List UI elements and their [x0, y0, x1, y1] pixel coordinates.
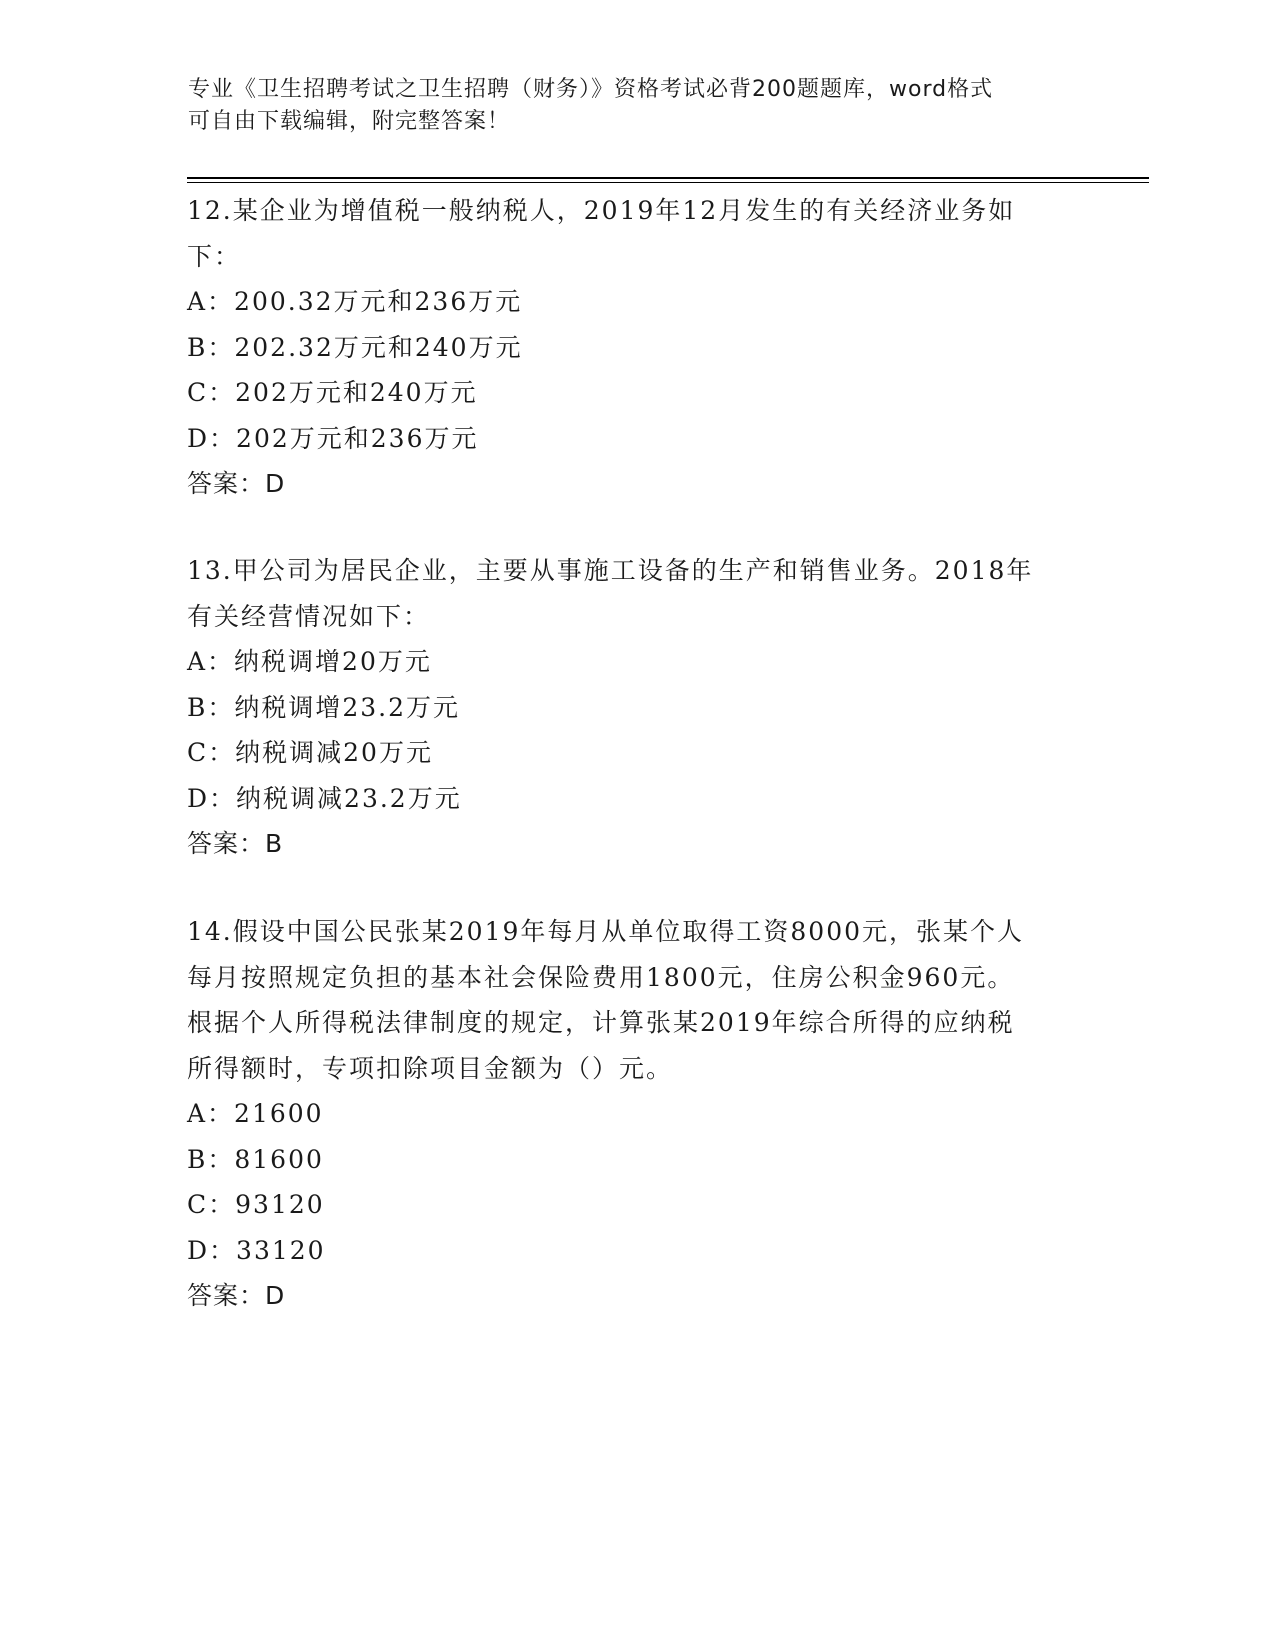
question-stem-line: 12.某企业为增值税一般纳税人，2019年12月发生的有关经济业务如: [187, 196, 1016, 225]
option-b: B：81600: [187, 1144, 324, 1174]
option-a: A：纳税调增20万元: [187, 647, 432, 676]
answer: 答案：B: [187, 829, 284, 858]
answer: 答案：D: [187, 1281, 286, 1310]
option-d: D：33120: [187, 1235, 326, 1265]
question-stem-line: 有关经营情况如下：: [187, 601, 431, 631]
option-d: D：202万元和236万元: [187, 423, 479, 453]
header-rule-thick: [187, 177, 1149, 179]
question-stem-line: 每月按照规定负担的基本社会保险费用1800元，住房公积金960元。: [187, 962, 1015, 992]
option-b: B：202.32万元和240万元: [187, 332, 523, 362]
question-stem-line: 13.甲公司为居民企业，主要从事施工设备的生产和销售业务。2018年: [187, 556, 1034, 585]
option-a: A：200.32万元和236万元: [187, 287, 523, 316]
option-a: A：21600: [187, 1099, 324, 1128]
question-stem-line: 14.假设中国公民张某2019年每月从单位取得工资8000元，张某个人: [187, 917, 1025, 946]
header-line-2: 可自由下载编辑，附完整答案！: [188, 109, 511, 134]
question-stem-line: 下：: [187, 241, 242, 271]
question-stem-line: 所得额时，专项扣除项目金额为（）元。: [187, 1053, 674, 1083]
option-d: D：纳税调减23.2万元: [187, 783, 462, 813]
option-b: B：纳税调增23.2万元: [187, 692, 461, 722]
option-c: C：202万元和240万元: [187, 378, 478, 407]
document-header: [188, 74, 1088, 138]
question-13: [187, 548, 1087, 867]
header-line-1: 专业《卫生招聘考试之卫生招聘（财务）》资格考试必背200题题库，word格式: [188, 77, 994, 102]
question-12: [187, 188, 1087, 507]
answer: 答案：D: [187, 469, 286, 498]
header-rule-thin: [187, 182, 1149, 183]
question-14: [187, 909, 1087, 1319]
question-stem-line: 根据个人所得税法律制度的规定，计算张某2019年综合所得的应纳税: [187, 1008, 1015, 1037]
option-c: C：纳税调减20万元: [187, 738, 433, 767]
option-c: C：93120: [187, 1190, 325, 1219]
